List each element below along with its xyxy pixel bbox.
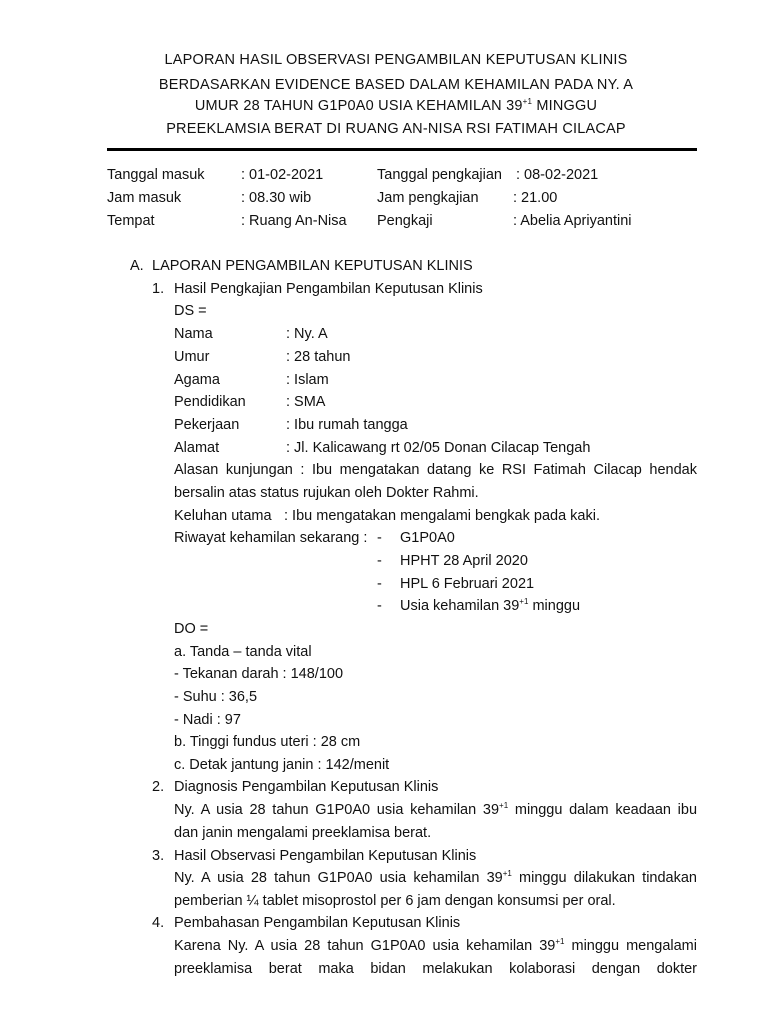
alasan-line-2: bersalin atas status rujukan oleh Dokter Rahmi.: [174, 485, 479, 501]
do-line-3: - Suhu : 36,5: [174, 689, 258, 705]
do-line-6: c. Detak jantung janin : 142/menit: [174, 757, 390, 773]
riwayat-dash-3: -: [377, 576, 382, 592]
item-2-line-1-b: minggu dalam keadaan ibu: [508, 802, 698, 818]
jam-pengkajian-label: Jam pengkajian: [377, 190, 479, 206]
title-line-4: PREEKLAMSIA BERAT DI RUANG AN-NISA RSI FATIMAH CILACAP: [166, 121, 626, 137]
riwayat-item-1: G1P0A0: [400, 530, 455, 546]
jam-masuk-value: : 08.30 wib: [241, 190, 312, 206]
riwayat-dash-4: -: [377, 598, 382, 614]
item-1-number: 1.: [152, 281, 165, 297]
agama-label: Agama: [174, 372, 220, 388]
item-2-title: Diagnosis Pengambilan Keputusan Klinis: [174, 779, 439, 795]
pekerjaan-label: Pekerjaan: [174, 417, 240, 433]
umur-value: : 28 tahun: [286, 349, 351, 365]
title-divider: [107, 148, 697, 151]
pendidikan-label: Pendidikan: [174, 394, 246, 410]
umur-label: Umur: [174, 349, 210, 365]
title-line-3-end: MINGGU: [532, 98, 598, 114]
item-3-title: Hasil Observasi Pengambilan Keputusan Klinis: [174, 848, 477, 864]
do-line-4: - Nadi : 97: [174, 712, 241, 728]
item-4-line-1-b: minggu mengalami: [564, 938, 697, 954]
do-line-1: a. Tanda – tanda vital: [174, 644, 312, 660]
item-2-line-2: dan janin mengalami preeklamisa berat.: [174, 825, 432, 841]
riwayat-item-4: [400, 599, 580, 614]
title-line-3: [12, 99, 768, 114]
section-a-title: LAPORAN PENGAMBILAN KEPUTUSAN KLINIS: [152, 258, 473, 274]
riwayat-item-2: HPHT 28 April 2020: [400, 553, 528, 569]
riwayat-item-4-text: Usia kehamilan 39: [400, 598, 520, 614]
section-a-marker: A.: [130, 258, 144, 274]
do-line-5: b. Tinggi fundus uteri : 28 cm: [174, 734, 361, 750]
item-3-number: 3.: [152, 848, 165, 864]
superscript: +1: [555, 937, 565, 946]
item-3-line-2: pemberian ¼ tablet misoprostol per 6 jam dengan konsumsi per oral.: [174, 893, 616, 909]
keluhan-value: : Ibu mengatakan mengalami bengkak pada kaki.: [284, 508, 600, 524]
item-2-number: 2.: [152, 779, 165, 795]
riwayat-item-3: HPL 6 Februari 2021: [400, 576, 535, 592]
pengkaji-value: : Abelia Apriyantini: [513, 213, 632, 229]
alasan-line-1: Alasan kunjungan : Ibu mengatakan datang ke RSI Fatimah Cilacap hendak: [174, 462, 697, 478]
alamat-value: : Jl. Kalicawang rt 02/05 Donan Cilacap Tengah: [286, 440, 591, 456]
item-4-number: 4.: [152, 915, 165, 931]
item-3-line-1-b: minggu dilakukan tindakan: [511, 870, 698, 886]
keluhan-label: Keluhan utama: [174, 508, 272, 524]
riwayat-item-4-end: minggu: [528, 598, 581, 614]
riwayat-dash-1: -: [377, 530, 382, 546]
superscript: +1: [502, 869, 512, 878]
pengkaji-label: Pengkaji: [377, 213, 433, 229]
tempat-label: Tempat: [107, 213, 155, 229]
pekerjaan-value: : Ibu rumah tangga: [286, 417, 408, 433]
tanggal-masuk-label: Tanggal masuk: [107, 167, 205, 183]
tanggal-masuk-value: : 01-02-2021: [241, 167, 324, 183]
item-2-line-1: [174, 803, 697, 818]
riwayat-dash-2: -: [377, 553, 382, 569]
jam-pengkajian-value: : 21.00: [513, 190, 558, 206]
item-4-line-1-a: Karena Ny. A usia 28 tahun G1P0A0 usia kehamilan 39: [174, 938, 556, 954]
item-3-line-1-a: Ny. A usia 28 tahun G1P0A0 usia kehamilan 39: [174, 870, 503, 886]
do-heading: DO =: [174, 621, 209, 637]
tanggal-pengkajian-label: Tanggal pengkajian: [377, 167, 502, 183]
tanggal-pengkajian-value: : 08-02-2021: [516, 167, 599, 183]
item-1-title: Hasil Pengkajian Pengambilan Keputusan Klinis: [174, 281, 483, 297]
title-line-2: BERDASARKAN EVIDENCE BASED DALAM KEHAMILAN PADA NY. A: [158, 77, 634, 93]
nama-value: : Ny. A: [286, 326, 328, 342]
riwayat-label: Riwayat kehamilan sekarang :: [174, 530, 368, 546]
item-4-line-2: preeklamisa berat maka bidan melakukan kolaborasi dengan dokter: [174, 961, 697, 977]
jam-masuk-label: Jam masuk: [107, 190, 182, 206]
ds-heading: DS =: [174, 303, 207, 319]
superscript: +1: [499, 801, 509, 810]
item-2-line-1-a: Ny. A usia 28 tahun G1P0A0 usia kehamilan 39: [174, 802, 500, 818]
title-line-1: LAPORAN HASIL OBSERVASI PENGAMBILAN KEPUTUSAN KLINIS: [164, 52, 628, 68]
superscript: +1: [519, 597, 529, 606]
title-line-3-text: UMUR 28 TAHUN G1P0A0 USIA KEHAMILAN 39: [194, 98, 523, 114]
superscript: +1: [522, 97, 533, 106]
agama-value: : Islam: [286, 372, 329, 388]
do-line-2: - Tekanan darah : 148/100: [174, 666, 344, 682]
pendidikan-value: : SMA: [286, 394, 326, 410]
tempat-value: : Ruang An-Nisa: [241, 213, 347, 229]
item-3-line-1: [174, 871, 697, 886]
item-4-title: Pembahasan Pengambilan Keputusan Klinis: [174, 915, 461, 931]
item-4-line-1: [174, 939, 697, 954]
nama-label: Nama: [174, 326, 213, 342]
alamat-label: Alamat: [174, 440, 220, 456]
